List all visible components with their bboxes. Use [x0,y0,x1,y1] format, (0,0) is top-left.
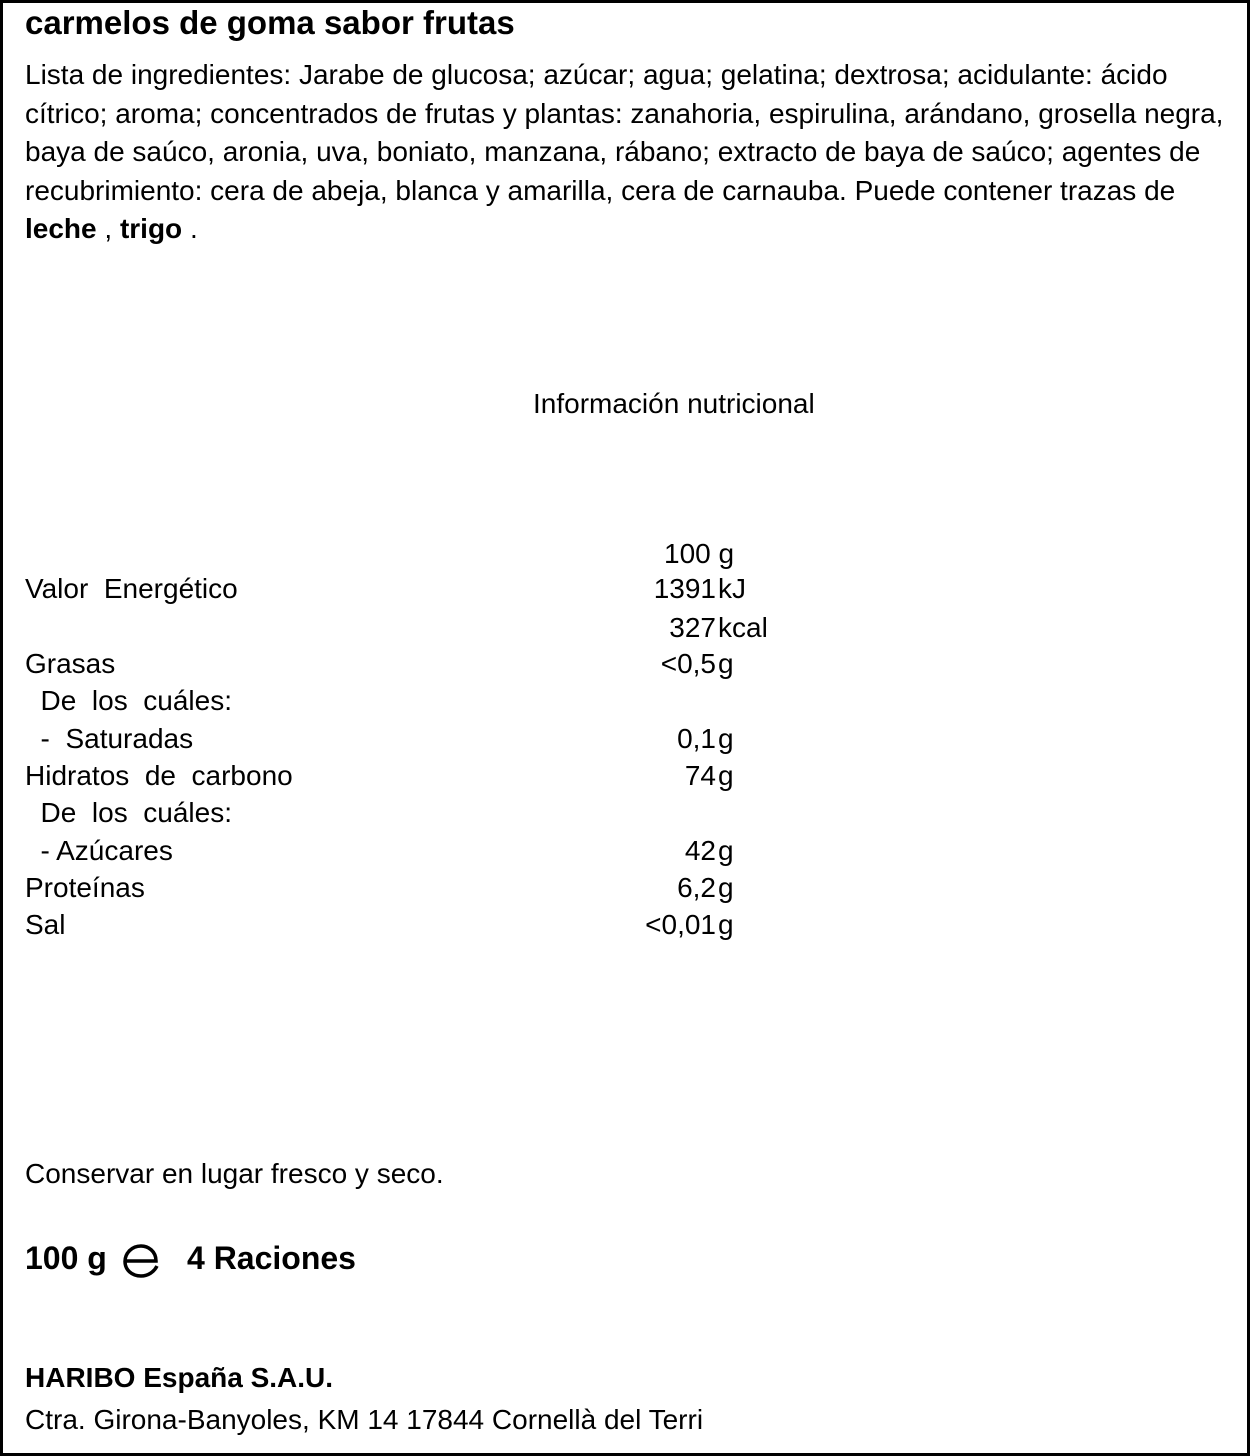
nutrition-row-value: 6,2 [677,872,716,903]
allergen-wheat: trigo [119,213,183,244]
manufacturer-address: Ctra. Girona-Banyoles, KM 14 17844 Cornellà del Terri [25,1404,704,1435]
allergen-milk: leche [25,213,97,244]
nutrition-row-unit: kcal [718,612,768,643]
nutrition-row-label: Sal [25,909,66,940]
nutrition-row-unit: g [718,648,734,679]
nutrition-title: Información nutricional [533,388,815,419]
nutrition-row-value: 0,1 [677,723,716,754]
manufacturer-name: HARIBO España S.A.U. [25,1362,334,1393]
nutrition-row-label: - Azúcares [25,835,173,866]
storage-instructions: Conservar en lugar fresco y seco. [25,1158,444,1189]
nutrition-per-header: 100 g [664,538,735,569]
nutrition-row-label: Grasas [25,648,116,679]
nutrition-row-value: <0,01 [645,909,716,940]
nutrition-row-label: De los cuáles: [25,797,232,828]
ingredients-list [25,56,1225,249]
nutrition-row-label: De los cuáles: [25,685,232,716]
nutrition-row-value: 74 [684,760,716,791]
nutrition-row-unit: g [718,723,734,754]
nutrition-row-label: Proteínas [25,872,145,903]
nutrition-row-unit: g [718,909,734,940]
ingredients-end: . [182,213,198,244]
nutrition-row-value: <0,5 [660,648,716,679]
nutrition-row-value: 1391 [653,573,716,604]
nutrition-row-unit: g [718,872,734,903]
nutrition-row-value: 327 [669,612,716,643]
net-quantity: 100 g [25,1240,107,1276]
nutrition-row-label: - Saturadas [25,723,194,754]
nutrition-row-label: Hidratos de carbono [25,760,293,791]
nutrition-row-label: Valor Energético [25,573,238,604]
nutrition-row-unit: g [718,835,734,866]
allergen-separator: , [96,213,113,244]
servings-count: 4 Raciones [187,1240,356,1276]
nutrition-row-unit: g [718,760,734,791]
nutrition-row-value: 42 [684,835,716,866]
ingredients-text: Lista de ingredientes: Jarabe de glucosa; azúcar; agua; gelatina; dextrosa; acidulante: ácido cítrico; aroma; concentrados de frutas y plantas: zanahoria, espirulina, arándano, grosella negra, baya de saúco, aronia, uva, boniato, manzana, rábano; extracto de baya de saúco; agentes de recubrimiento: cera de abeja, blanca y amarilla, cera de carnauba. Puede contener trazas de [25,59,1224,206]
nutrition-row-unit: kJ [718,573,746,604]
e-mark-icon [122,1244,162,1278]
product-title: carmelos de goma sabor frutas [25,4,515,41]
